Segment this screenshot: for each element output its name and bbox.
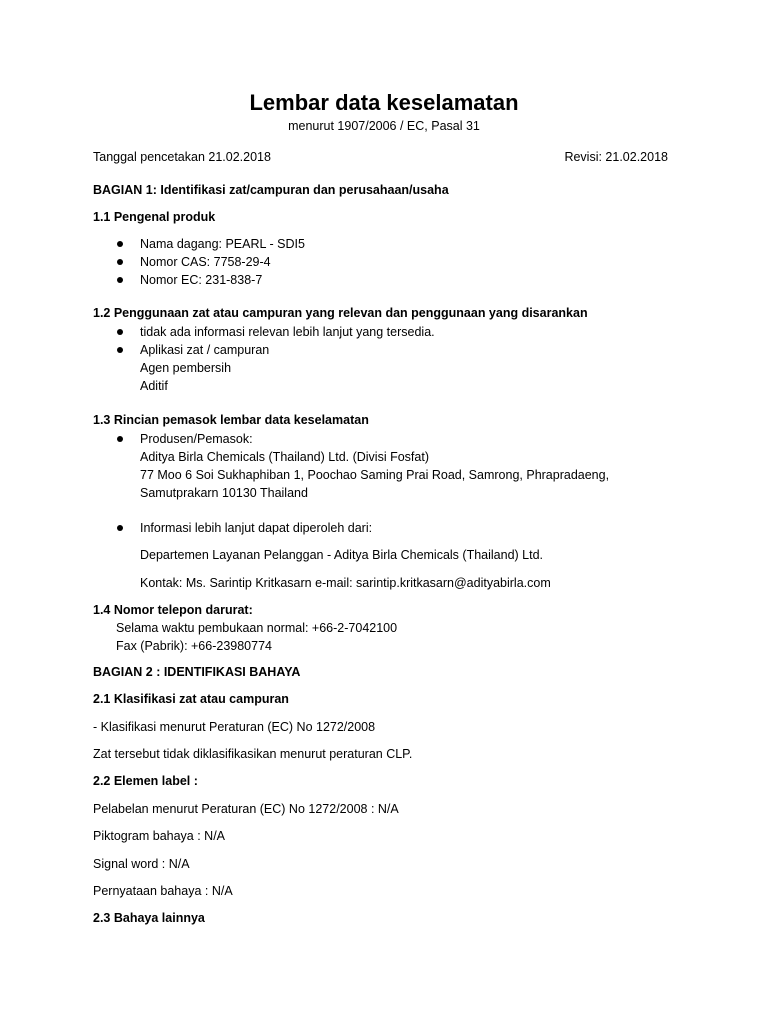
producer-address-line-1: 77 Moo 6 Soi Sukhaphiban 1, Poochao Saming Prai Road, Samrong, Phrapradaeng, — [140, 468, 610, 482]
section-2-heading: BAGIAN 2 : IDENTIFIKASI BAHAYA — [93, 665, 301, 679]
contact-line: Kontak: Ms. Sarintip Kritkasarn e-mail: sarintip.kritkasarn@adityabirla.com — [140, 576, 551, 590]
section-1-3-heading: 1.3 Rincian pemasok lembar data keselamatan — [93, 413, 369, 427]
producer-name: Aditya Birla Chemicals (Thailand) Ltd. (Divisi Fosfat) — [140, 450, 429, 464]
list-item: Aplikasi zat / campuran — [140, 343, 270, 357]
producer-label: Produsen/Pemasok: — [140, 432, 253, 446]
producer-address-line-2: Samutprakarn 10130 Thailand — [140, 486, 308, 500]
bullet-icon — [117, 277, 123, 283]
print-date: Tanggal pencetakan 21.02.2018 — [93, 150, 271, 164]
emergency-phone: Selama waktu pembukaan normal: +66-2-7042100 — [116, 621, 398, 635]
section-2-2-heading: 2.2 Elemen label : — [93, 774, 198, 788]
bullet-icon — [117, 436, 123, 442]
bullet-icon — [117, 259, 123, 265]
list-item: tidak ada informasi relevan lebih lanjut yang tersedia. — [140, 325, 435, 339]
section-1-4-heading: 1.4 Nomor telepon darurat: — [93, 603, 253, 617]
section-1-2-heading: 1.2 Penggunaan zat atau campuran yang relevan dan penggunaan yang disarankan — [93, 306, 588, 320]
section-1-1-heading: 1.1 Pengenal produk — [93, 210, 216, 224]
classification-note: Zat tersebut tidak diklasifikasikan menurut peraturan CLP. — [93, 747, 413, 761]
document-title: Lembar data keselamatan — [249, 90, 519, 115]
hazard-statement-line: Pernyataan bahaya : N/A — [93, 884, 233, 898]
signal-word-line: Signal word : N/A — [93, 857, 190, 871]
info-label: Informasi lebih lanjut dapat diperoleh dari: — [140, 521, 373, 535]
list-item: Nomor CAS: 7758-29-4 — [140, 255, 271, 269]
section-2-1-heading: 2.1 Klasifikasi zat atau campuran — [93, 692, 289, 706]
bullet-icon — [117, 329, 123, 335]
pictogram-line: Piktogram bahaya : N/A — [93, 829, 226, 843]
bullet-icon — [117, 525, 123, 531]
list-item: Nomor EC: 231-838-7 — [140, 273, 263, 287]
factory-fax: Fax (Pabrik): +66-23980774 — [116, 639, 272, 653]
revision-date: Revisi: 21.02.2018 — [564, 150, 668, 164]
list-subitem: Aditif — [140, 379, 168, 393]
list-item: Nama dagang: PEARL - SDI5 — [140, 237, 305, 251]
section-2-3-heading: 2.3 Bahaya lainnya — [93, 911, 205, 925]
bullet-icon — [117, 241, 123, 247]
labelling-line: Pelabelan menurut Peraturan (EC) No 1272/2008 : N/A — [93, 802, 399, 816]
document-subtitle: menurut 1907/2006 / EC, Pasal 31 — [288, 119, 480, 133]
department-line: Departemen Layanan Pelanggan - Aditya Birla Chemicals (Thailand) Ltd. — [140, 548, 544, 562]
list-subitem: Agen pembersih — [140, 361, 232, 375]
bullet-icon — [117, 347, 123, 353]
classification-line: - Klasifikasi menurut Peraturan (EC) No 1272/2008 — [93, 720, 376, 734]
section-1-heading: BAGIAN 1: Identifikasi zat/campuran dan perusahaan/usaha — [93, 183, 449, 197]
